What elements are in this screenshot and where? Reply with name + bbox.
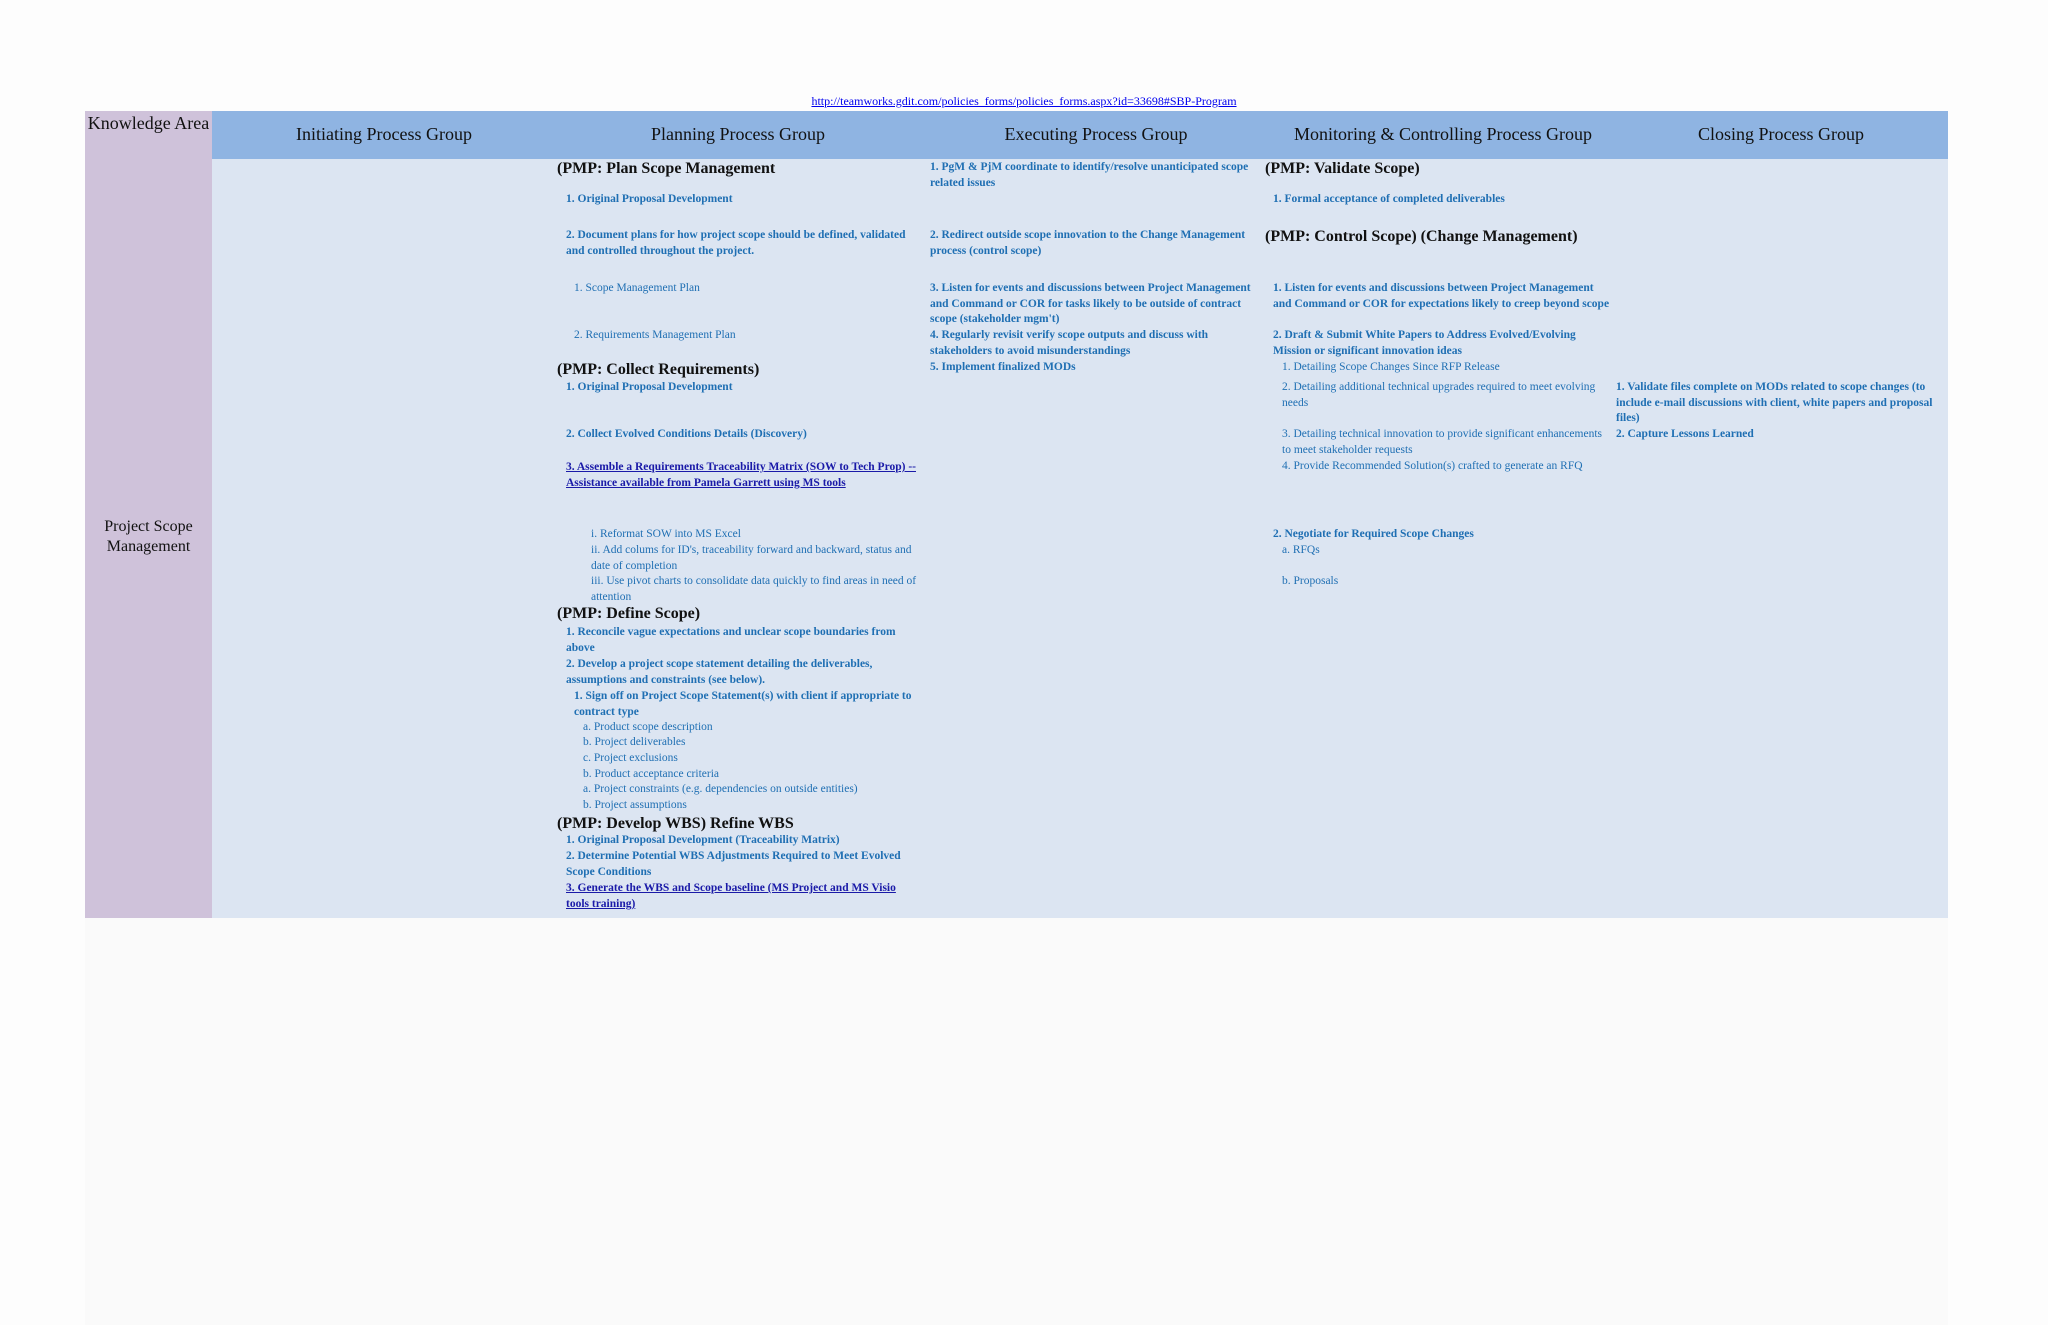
knowledge-area-header: Knowledge Area (87, 113, 210, 133)
planning-item: 2. Develop a project scope statement detailing the deliverables, assumptions and constraints (see below). (566, 658, 873, 686)
scope-management-row (212, 159, 1948, 918)
closing-item: 2. Capture Lessons Learned (1616, 428, 1754, 440)
planning-item: b. Project deliverables (583, 736, 686, 748)
monitoring-item: 2. Detailing additional technical upgrades required to meet evolving needs (1282, 381, 1596, 409)
closing-item: 1. Validate files complete on MODs related to scope changes (to include e-mail discussions with client, white papers and proposal files) (1616, 381, 1933, 425)
collect-requirements-heading: (PMP: Collect Requirements) (557, 361, 760, 378)
wbs-training-link[interactable]: 3. Generate the WBS and Scope baseline (MS Project and MS Visio tools training) (566, 882, 896, 910)
initiating-group-header: Initiating Process Group (296, 124, 472, 144)
monitoring-item: 2. Negotiate for Required Scope Changes (1273, 528, 1474, 540)
planning-item: 2. Document plans for how project scope should be defined, validated and controlled throughout the project. (566, 229, 906, 257)
row-label-project-scope: Project Scope Management (104, 518, 193, 555)
knowledge-area-column (85, 111, 212, 918)
executing-item: 4. Regularly revisit verify scope outputs and discuss with stakeholders to avoid misunderstandings (930, 329, 1209, 357)
monitoring-item: 3. Detailing technical innovation to provide significant enhancements to meet stakeholder requests (1282, 428, 1602, 456)
monitoring-item: 1. Formal acceptance of completed deliverables (1273, 193, 1505, 205)
monitoring-group-header: Monitoring & Controlling Process Group (1294, 124, 1592, 144)
planning-item: c. Project exclusions (583, 752, 678, 764)
planning-item: b. Project assumptions (583, 799, 687, 811)
traceability-matrix-link[interactable]: 3. Assemble a Requirements Traceability Matrix (SOW to Tech Prop) -- Assistance available from Pamela Garrett using MS tools (566, 461, 916, 489)
planning-item: a. Project constraints (e.g. dependencies on outside entities) (583, 783, 858, 795)
planning-item: 1. Original Proposal Development (Traceability Matrix) (566, 834, 840, 846)
control-scope-heading: (PMP: Control Scope) (Change Management) (1265, 228, 1578, 245)
closing-group-header: Closing Process Group (1698, 124, 1864, 144)
develop-wbs-heading: (PMP: Develop WBS) Refine WBS (557, 815, 794, 832)
executing-item: 3. Listen for events and discussions between Project Management and Command or COR for tasks likely to be outside of contract scope (stakeholder mgm't) (930, 282, 1251, 326)
planning-item: a. Product scope description (583, 721, 713, 733)
executing-item: 1. PgM & PjM coordinate to identify/resolve unanticipated scope related issues (930, 161, 1249, 189)
monitoring-item: 2. Draft & Submit White Papers to Address Evolved/Evolving Mission or significant innovation ideas (1273, 329, 1576, 357)
executing-item: 5. Implement finalized MODs (930, 361, 1076, 373)
executing-group-header: Executing Process Group (1004, 124, 1188, 144)
monitoring-item: 4. Provide Recommended Solution(s) crafted to generate an RFQ (1282, 460, 1583, 472)
planning-item: iii. Use pivot charts to consolidate data quickly to find areas in need of attention (591, 575, 917, 603)
plan-scope-heading: (PMP: Plan Scope Management (557, 160, 776, 177)
monitoring-item: 1. Detailing Scope Changes Since RFP Release (1282, 361, 1500, 373)
planning-item: b. Product acceptance criteria (583, 768, 720, 780)
planning-item: 2. Requirements Management Plan (574, 329, 736, 341)
planning-item: ii. Add colums for ID's, traceability forward and backward, status and date of completion (591, 544, 912, 572)
executing-item: 2. Redirect outside scope innovation to the Change Management process (control scope) (930, 229, 1246, 257)
monitoring-item: 1. Listen for events and discussions between Project Management and Command or COR for expectations likely to creep beyond scope (1273, 282, 1610, 310)
monitoring-item: b. Proposals (1282, 575, 1339, 587)
planning-item: 1. Original Proposal Development (566, 381, 733, 393)
planning-item: 1. Sign off on Project Scope Statement(s) with client if appropriate to contract type (574, 690, 912, 718)
policy-url-link[interactable]: http://teamworks.gdit.com/policies_forms/policies_forms.aspx?id=33698#SBP-Program (811, 94, 1237, 108)
monitoring-item: a. RFQs (1282, 544, 1320, 556)
planning-item: i. Reformat SOW into MS Excel (591, 528, 741, 540)
planning-item: 1. Reconcile vague expectations and unclear scope boundaries from above (566, 626, 896, 654)
validate-scope-heading: (PMP: Validate Scope) (1265, 160, 1420, 177)
planning-item: 2. Collect Evolved Conditions Details (Discovery) (566, 428, 807, 440)
define-scope-heading: (PMP: Define Scope) (557, 605, 701, 622)
planning-item: 1. Scope Management Plan (574, 282, 700, 294)
planning-item: 2. Determine Potential WBS Adjustments Required to Meet Evolved Scope Conditions (566, 850, 901, 878)
blank-lower-area (85, 918, 1948, 1325)
planning-group-header: Planning Process Group (651, 124, 825, 144)
planning-item: 1. Original Proposal Development (566, 193, 733, 205)
